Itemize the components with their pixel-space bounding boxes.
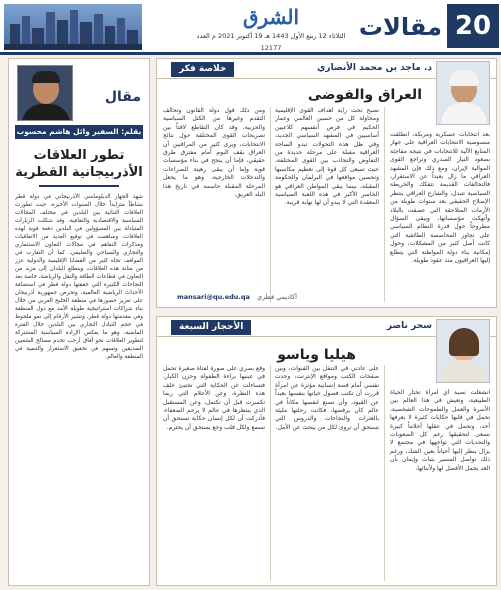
- author-photo: [17, 65, 73, 121]
- article-headline: هيليا وياسو: [277, 347, 356, 363]
- article-body-col3: ومن ذلك قول دولة القانون وتحالف التقدم وغيرها من الكتل السياسية والحزبية، وقد كان التقاطع لافتاً بين تصريحات القوى المختلفة حول نتائج الانتخابات، ويرى كثير من المراقبين أن العراق يقف اليوم أمام مفترق طرق حقيقي، فإما أن ينجح في بناء مؤسسات قوية وإما أن يبقى رهينة للصراعات والتدخلات الخارجية، وهو ما يجعل المرحلة المقبلة حاسمة في تاريخ هذا البلد العريق.: [163, 107, 265, 199]
- article-headline: العراق والفوضى: [307, 87, 422, 103]
- column-name-badge: خلاصة فكر: [171, 62, 234, 77]
- article-body-col2: على عادتي في التنقل بين القنوات، وبين صفحات الكتب ومواقع الإنترنت، وجدت نفسي أمام قصة إنسانية مؤثرة عن امرأة قررت أن تكتب فصول حياتها بنفسها بعيداً عن القيود، وأن تصنع لنفسها مكاناً في عالم كان يرفضها، فكانت رحلتها مليئة بالعثرات والنجاحات والدروس التي تستحق أن تروى لكل من يبحث عن الأمل.: [275, 365, 379, 431]
- masthead: [0, 0, 501, 52]
- city-skyline-image: [4, 4, 142, 50]
- main-articles: [156, 58, 497, 586]
- author-byline: سحر ناصر: [386, 321, 432, 331]
- article-headline: تطور العلاقات الأذربيجانية القطرية: [15, 148, 143, 180]
- author-byline: بقلم: السفير وائل هاشم محسوب: [15, 125, 143, 139]
- opinion-article-left: [8, 58, 150, 586]
- section-title: مقالات: [358, 13, 442, 41]
- article-body-col2: تصبح تحت راية أهداف القوى الإقليمية ومحاولة كل من حسين العالمي وعمار الحكيم في فرض أنفسهم كلاعبين أساسيين في المشهد السياسي الجديد، وفي ظل هذه التحولات تبدو الساحة العراقية مقبلة على مرحلة جديدة من التفاوض والتجاذب بين القوى المختلفة، حيث تسعى كل قوة إلى تعظيم مكاسبها وتحصين مواقعها في البرلمان والحكومة المقبلة، بينما يبقى المواطن العراقي هو الخاسر الأكبر في هذه اللعبة السياسية المعقدة التي لا يبدو أن لها نهاية قريبة.: [275, 107, 379, 207]
- column-name-badge: الأحجار السبعة: [171, 320, 251, 335]
- issue-date: الثلاثاء 12 ربيع الأول 1443 هـ 19 أكتوبر 2021 م العدد 12177: [196, 32, 346, 52]
- article-body-col1: بعد انتخابات عسكرية ومربكة، انطلقت منصوصية الانتخابات العراقية على جهاز المتابع الآلية للانتخابات في نتيجة مفاجئة بصعود التيار الصدري وتراجع القوى الموالية لإيران، ومع ذلك فإن المشهد العراقي ما زال بعيداً عن الاستقرار، فالتحالفات القديمة تتفكك والخريطة السياسية تتبدل، والشارع العراقي ينتظر الإصلاح الحقيقي بعد سنوات طويلة من الأزمات المتلاحقة التي عصفت بالبلاد وأنهكت مؤسساتها، ويبقى السؤال مطروحاً حول قدرة النظام السياسي على تجاوز المحاصصة الطائفية التي كانت أصل كثير من المشكلات، وحول إمكانية بناء دولة المواطنة التي يتطلع إليها العراقيون منذ عقود طويلة.: [390, 131, 490, 265]
- article-body: شهد الجهاز الدبلوماسي الأذربيجاني في دولة قطر نشاطاً متزايداً خلال السنوات الأخيرة، حيث تطورت العلاقات الثنائية بين البلدين في مختلف المجالات السياسية والاقتصادية والثقافية، وقد شكلت الزيارات المتبادلة بين المسؤولين في البلدين دفعة قوية لهذه العلاقات، وساهمت في توقيع العديد من الاتفاقيات ومذكرات التفاهم في مجالات التعاون الاستثماري والتجاري والسياحي والتعليمي، كما أن التقارب في المواقف تجاه كثير من القضايا الإقليمية والدولية عزز من متانة هذه العلاقات، ويتطلع البلدان إلى مزيد من التعاون في قطاعات الطاقة والنقل والرياضة، خاصة بعد النجاحات الكبيرة التي حققتها دولة قطر في استضافة الأحداث الرياضية العالمية، وتحرص جمهورية أذربيجان على تعزيز حضورها في منطقة الخليج العربي من خلال بناء شراكات استراتيجية طويلة الأمد مع دول المنطقة وفي مقدمتها دولة قطر، وتشير الأرقام إلى نمو ملحوظ في حجم التبادل التجاري بين البلدين خلال الفترة الماضية، وهو ما يعكس الإرادة السياسية المشتركة لتطوير العلاقات نحو آفاق أرحب تخدم مصالح الشعبين الصديقين وتسهم في تحقيق الاستقرار والتنمية في المنطقة والعالم.: [15, 194, 143, 360]
- column-name: مقال: [104, 89, 141, 105]
- page-number: 20: [447, 4, 499, 48]
- newspaper-logo: الشرق: [242, 5, 300, 29]
- author-email[interactable]: mansari@qu.edu.qa: [177, 293, 250, 301]
- author-photo: [436, 319, 490, 383]
- headline-divider: [39, 185, 119, 187]
- article-iraq: [156, 58, 497, 308]
- article-body-col3: وقع بصري على صورة لفتاة صغيرة تحمل في عينيها براءة الطفولة وحزن الكبار، فتساءلت عن الحكاية التي تختبئ خلف هذه النظرة، وعن الأحلام التي ربما تكسرت قبل أن تكتمل، وعن المستقبل الذي ينتظرها في عالم لا يرحم الضعفاء، فأدركت أن لكل إنسان حكاية تستحق أن تسمع ولكل قلب وجع يستحق أن يحترم.: [163, 365, 265, 431]
- author-byline: د. ماجد بن محمد الأنصاري: [317, 63, 432, 73]
- newspaper-brand: [196, 4, 346, 50]
- author-title: أكاديمي قطري: [257, 293, 297, 301]
- masthead-rule: [0, 52, 501, 55]
- article-helia: [156, 316, 497, 586]
- article-body-col1: انشغلت نصية أي امرأة تختار الحياة الطبيعية، وتعيش في هذا العالم بين الأسرة والعمل والطموحات الشخصية، تحمل في قلبها حكايات كثيرة لا يعرفها أحد، وتحمل في عقلها أحلاماً كبيرة تسعى لتحقيقها رغم كل الصعوبات والتحديات التي تواجهها في مجتمع لا يزال ينظر إليها أحياناً بعين الشك، ورغم ذلك تواصل المسير بثبات وإيمان بأن الغد يحمل الأفضل لها ولأبنائها.: [390, 389, 490, 472]
- author-photo: [436, 61, 490, 125]
